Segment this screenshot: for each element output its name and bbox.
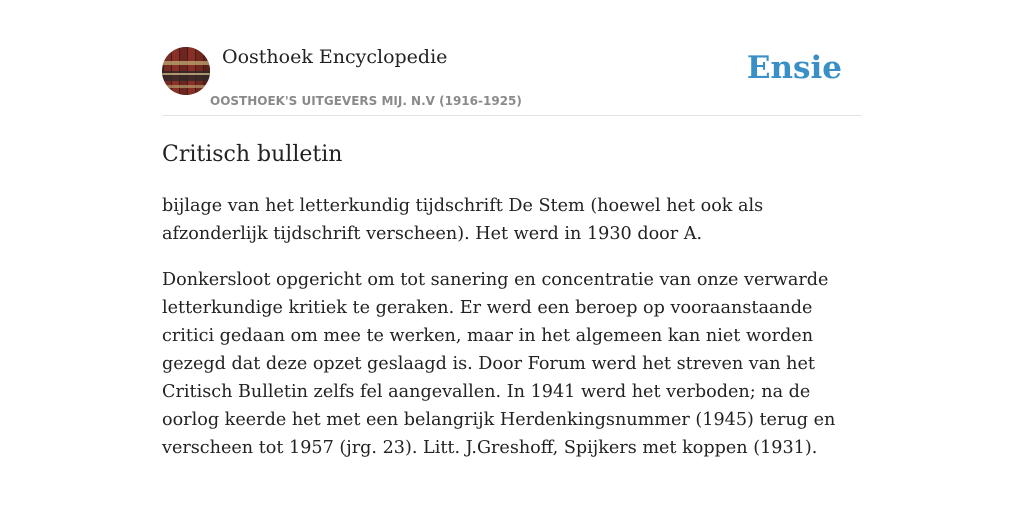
source-title[interactable]: Oosthoek Encyclopedie — [222, 46, 448, 68]
source-publisher: OOSTHOEK'S UITGEVERS MIJ. N.V (1916-1925) — [210, 94, 522, 108]
ensie-logo[interactable]: Ensie — [746, 50, 842, 86]
book-spines-icon — [162, 47, 210, 95]
entry-paragraph: Donkersloot opgericht om tot sanering en concentratie van onze verwarde letterkundige kritiek te geraken. Er werd een beroep op vooraanstaande critici gedaan om mee te werken, maar in het algemeen kan niet worden gezegd dat deze opzet geslaagd is. Door Forum werd het streven van het Critisch Bulletin zelfs fel aangevallen. In 1941 werd het verboden; na de oorlog keerde het met een belangrijk Herdenkingsnummer (1945) terug en verscheen tot 1957 (jrg. 23). Litt. J.Greshoff, Spijkers met koppen (1931). — [162, 270, 836, 458]
source-avatar[interactable] — [162, 47, 210, 95]
entry-title: Critisch bulletin — [162, 142, 343, 167]
source-header — [162, 40, 862, 116]
entry-card — [162, 40, 862, 462]
entry-paragraph: bijlage van het letterkundig tijdschrift De Stem (hoewel het ook als afzonderlijk tijdschrift verscheen). Het werd in 1930 door A. — [162, 196, 764, 244]
